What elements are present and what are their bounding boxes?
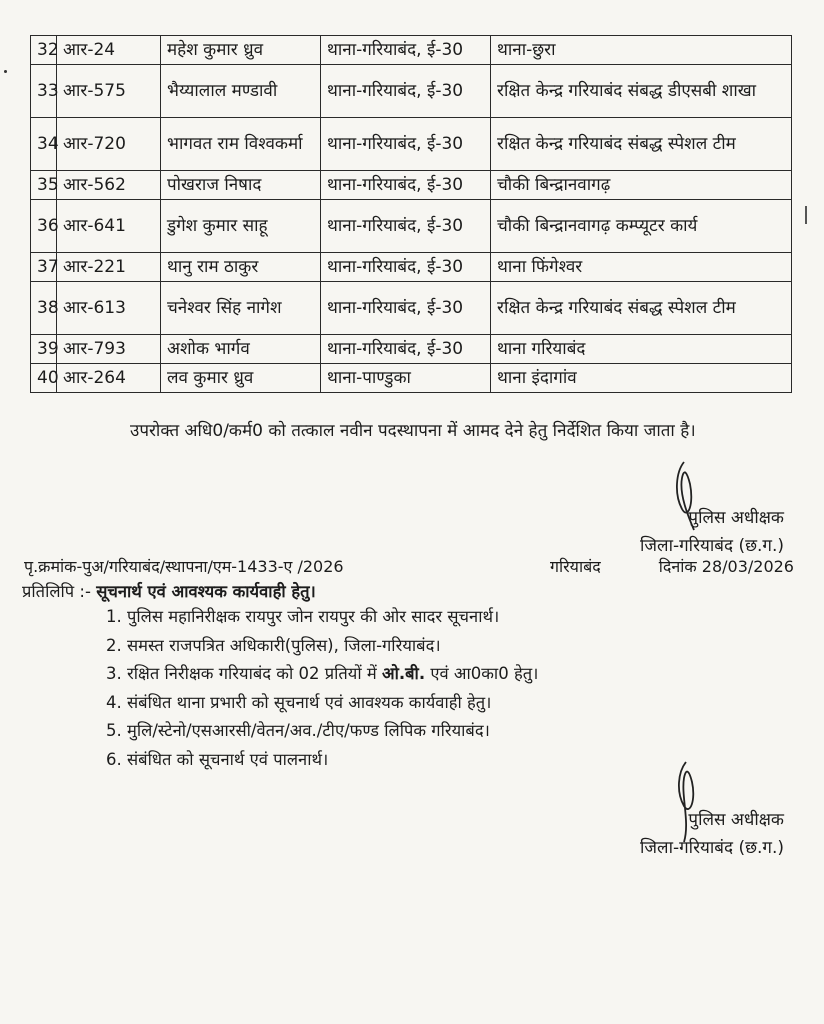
table-row	[31, 65, 792, 118]
serial-cell: 39	[31, 335, 57, 364]
copy-item-3-text: 3. रक्षित निरीक्षक गरियाबंद को 02 प्रतियों में	[106, 664, 377, 684]
from-cell: थाना-गरियाबंद, ई-30	[321, 171, 491, 200]
from-cell: थाना-गरियाबंद, ई-30	[321, 118, 491, 171]
badge-cell: आर-793	[57, 335, 161, 364]
table-row	[31, 253, 792, 282]
table-row	[31, 364, 792, 393]
copy-item-3	[106, 660, 538, 689]
posting-cell: चौकी बिन्द्रानवागढ़ कम्प्यूटर कार्य	[491, 200, 792, 253]
transfer-table	[30, 35, 792, 393]
serial-cell: 34	[31, 118, 57, 171]
badge-cell: आर-221	[57, 253, 161, 282]
table-row	[31, 200, 792, 253]
signatory-district-2: जिला-गरियाबंद (छ.ग.)	[640, 838, 784, 858]
badge-cell: आर-575	[57, 65, 161, 118]
serial-cell: 36	[31, 200, 57, 253]
signatory-title-1: पुलिस अधीक्षक	[688, 508, 784, 528]
copy-item-5: 5. मुलि/स्टेनो/एसआरसी/वेतन/अव./टीए/फण्ड लिपिक गरियाबंद।	[106, 721, 490, 741]
posting-cell: रक्षित केन्द्र गरियाबंद संबद्ध स्पेशल टीम	[491, 118, 792, 171]
posting-cell: थाना फिंगेश्वर	[491, 253, 792, 282]
posting-cell: चौकी बिन्द्रानवागढ़	[491, 171, 792, 200]
serial-cell: 32	[31, 36, 57, 65]
copy-recipient-list	[106, 603, 538, 775]
signatory-title-2: पुलिस अधीक्षक	[688, 810, 784, 830]
serial-cell: 33	[31, 65, 57, 118]
name-cell: भागवत राम विश्वकर्मा	[161, 118, 321, 171]
table-row	[31, 36, 792, 65]
serial-cell: 35	[31, 171, 57, 200]
signatory-district-1: जिला-गरियाबंद (छ.ग.)	[640, 536, 784, 556]
name-cell: थानु राम ठाकुर	[161, 253, 321, 282]
from-cell: थाना-गरियाबंद, ई-30	[321, 36, 491, 65]
copy-purpose: सूचनार्थ एवं आवश्यक कार्यवाही हेतु।	[96, 582, 316, 601]
reference-place: गरियाबंद	[549, 557, 601, 576]
signature-block-1	[640, 504, 784, 560]
copy-item-2: 2. समस्त राजपत्रित अधिकारी(पुलिस), जिला-गरियाबंद।	[106, 635, 441, 655]
badge-cell: आर-264	[57, 364, 161, 393]
serial-cell: 40	[31, 364, 57, 393]
from-cell: थाना-गरियाबंद, ई-30	[321, 200, 491, 253]
name-cell: महेश कुमार ध्रुव	[161, 36, 321, 65]
reference-number: पृ.क्रमांक-पुअ/गरियाबंद/स्थापना/एम-1433-ए /2026	[24, 557, 344, 576]
scan-mark	[805, 206, 807, 224]
table-row	[31, 118, 792, 171]
name-cell: अशोक भार्गव	[161, 335, 321, 364]
name-cell: लव कुमार ध्रुव	[161, 364, 321, 393]
from-cell: थाना-गरियाबंद, ई-30	[321, 65, 491, 118]
copy-item-4: 4. संबंधित थाना प्रभारी को सूचनार्थ एवं आवश्यक कार्यवाही हेतु।	[106, 692, 492, 712]
name-cell: डुगेश कुमार साहू	[161, 200, 321, 253]
signature-scribble-2	[654, 756, 714, 846]
posting-cell: थाना गरियाबंद	[491, 335, 792, 364]
copy-item-3-bold: ओ.बी.	[381, 664, 426, 684]
table-row	[31, 171, 792, 200]
posting-cell: रक्षित केन्द्र गरियाबंद संबद्ध डीएसबी शाखा	[491, 65, 792, 118]
table-row	[31, 335, 792, 364]
badge-cell: आर-562	[57, 171, 161, 200]
copy-item-6: 6. संबंधित को सूचनार्थ एवं पालनार्थ।	[106, 749, 329, 769]
badge-cell: आर-613	[57, 282, 161, 335]
badge-cell: आर-641	[57, 200, 161, 253]
name-cell: पोखराज निषाद	[161, 171, 321, 200]
order-paragraph: उपरोक्त अधि0/कर्म0 को तत्काल नवीन पदस्थापना में आमद देने हेतु निर्देशित किया जाता है।	[130, 421, 696, 441]
posting-cell: रक्षित केन्द्र गरियाबंद संबद्ध स्पेशल टीम	[491, 282, 792, 335]
name-cell: चनेश्वर सिंह नागेश	[161, 282, 321, 335]
badge-cell: आर-720	[57, 118, 161, 171]
copy-label: प्रतिलिपि :-	[22, 582, 91, 601]
from-cell: थाना-गरियाबंद, ई-30	[321, 282, 491, 335]
signature-scribble-1	[654, 454, 714, 534]
name-cell: भैय्यालाल मण्डावी	[161, 65, 321, 118]
posting-cell: थाना इंदागांव	[491, 364, 792, 393]
copy-item-3-tail: एवं आ0का0 हेतु।	[430, 664, 539, 684]
badge-cell: आर-24	[57, 36, 161, 65]
from-cell: थाना-पाण्डुका	[321, 364, 491, 393]
reference-date: दिनांक 28/03/2026	[658, 557, 794, 576]
reference-line	[24, 555, 794, 579]
serial-cell: 38	[31, 282, 57, 335]
serial-cell: 37	[31, 253, 57, 282]
copy-item-1: 1. पुलिस महानिरीक्षक रायपुर जोन रायपुर की ओर सादर सूचनार्थ।	[106, 607, 500, 626]
from-cell: थाना-गरियाबंद, ई-30	[321, 253, 491, 282]
from-cell: थाना-गरियाबंद, ई-30	[321, 335, 491, 364]
signature-block-2	[640, 806, 784, 862]
posting-cell: थाना-छुरा	[491, 36, 792, 65]
scan-speck	[4, 70, 7, 73]
table-row	[31, 282, 792, 335]
copy-heading	[22, 579, 316, 605]
